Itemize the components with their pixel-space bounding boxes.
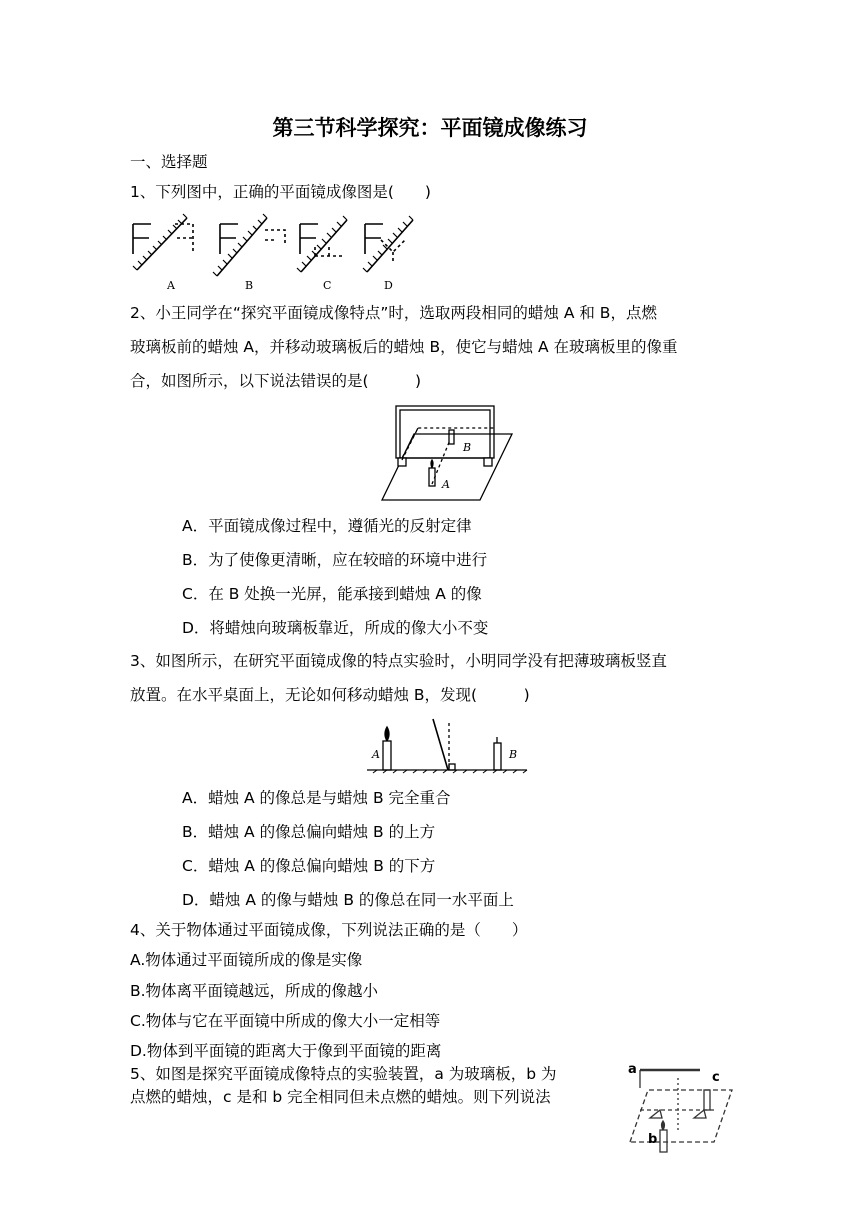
q2-option-b: B．为了使像更清晰，应在较暗的环境中进行	[182, 551, 488, 569]
q3-fig-label-b: B	[509, 748, 518, 761]
q1-label-d: D	[384, 279, 393, 292]
q3-stem-line-1: 3、如图所示，在研究平面镜成像的特点实验时，小明同学没有把薄玻璃板竖直	[130, 652, 667, 670]
q5-table-plane	[630, 1090, 732, 1142]
q1-stem: 1、下列图中，正确的平面镜成像图是( )	[130, 183, 431, 201]
q3-stem-line-2: 放置。在水平桌面上，无论如何移动蜡烛 B，发现( )	[130, 686, 530, 704]
q5-stem-line-1: 5、如图是探究平面镜成像特点的实验装置，a 为玻璃板，b 为	[130, 1065, 557, 1083]
q1-label-a: A	[167, 279, 175, 292]
q1-label-c: C	[323, 279, 332, 292]
q3-tilted-glass	[433, 719, 448, 770]
q5-fig-label-b: b	[648, 1132, 658, 1147]
q2-stem-line-3: 合，如图所示，以下说法错误的是( )	[130, 372, 422, 390]
q2-glass-frame	[396, 406, 494, 458]
q1-option-a-diagram	[133, 214, 193, 270]
q2-stem-line-1: 2、小王同学在“探究平面镜成像特点”时，选取两段相同的蜡烛 A 和 B，点燃	[130, 304, 657, 322]
q3-fig-label-a: A	[372, 748, 380, 761]
q2-candle-b	[449, 430, 454, 444]
q5-fig-label-a: a	[628, 1062, 637, 1077]
q5-candle-b	[660, 1130, 667, 1152]
q3-option-c: C．蜡烛 A 的像总偏向蜡烛 B 的下方	[182, 857, 436, 875]
q3-option-a: A．蜡烛 A 的像总是与蜡烛 B 完全重合	[182, 789, 451, 807]
q3-candle-b	[494, 743, 501, 770]
q1-option-d-diagram	[363, 216, 413, 272]
section-heading: 一、选择题	[130, 153, 208, 171]
q3-candle-a	[383, 741, 391, 770]
q5-fig-label-c: c	[712, 1070, 720, 1085]
q3-option-b: B．蜡烛 A 的像总偏向蜡烛 B 的上方	[182, 823, 436, 841]
q4-option-d: D.物体到平面镜的距离大于像到平面镜的距离	[130, 1042, 442, 1060]
q2-option-a: A．平面镜成像过程中，遵循光的反射定律	[182, 517, 472, 535]
q2-option-c: C．在 B 处换一光屏，能承接到蜡烛 A 的像	[182, 585, 482, 603]
q1-option-c-diagram	[297, 216, 347, 272]
q1-option-b-diagram	[213, 214, 285, 276]
q2-fig-label-b: B	[463, 441, 472, 454]
q4-stem: 4、关于物体通过平面镜成像，下列说法正确的是（ ）	[130, 921, 528, 939]
q1-label-b: B	[245, 279, 254, 292]
q4-option-b: B.物体离平面镜越远，所成的像越小	[130, 982, 379, 1000]
q5-candle-c	[704, 1090, 710, 1110]
q2-fig-label-a: A	[442, 478, 450, 491]
q3-option-d: D．蜡烛 A 的像与蜡烛 B 的像总在同一水平面上	[182, 891, 514, 909]
q4-option-a: A.物体通过平面镜所成的像是实像	[130, 951, 363, 969]
q3-figure	[365, 715, 530, 775]
q2-stem-line-2: 玻璃板前的蜡烛 A，并移动玻璃板后的蜡烛 B，使它与蜡烛 A 在玻璃板里的像重	[130, 338, 678, 356]
q4-option-c: C.物体与它在平面镜中所成的像大小一定相等	[130, 1012, 441, 1030]
q5-stem-line-2: 点燃的蜡烛，c 是和 b 完全相同但未点燃的蜡烛。则下列说法	[130, 1088, 551, 1106]
page-title: 第三节科学探究：平面镜成像练习	[272, 116, 588, 140]
q2-option-d: D．将蜡烛向玻璃板靠近，所成的像大小不变	[182, 619, 489, 637]
